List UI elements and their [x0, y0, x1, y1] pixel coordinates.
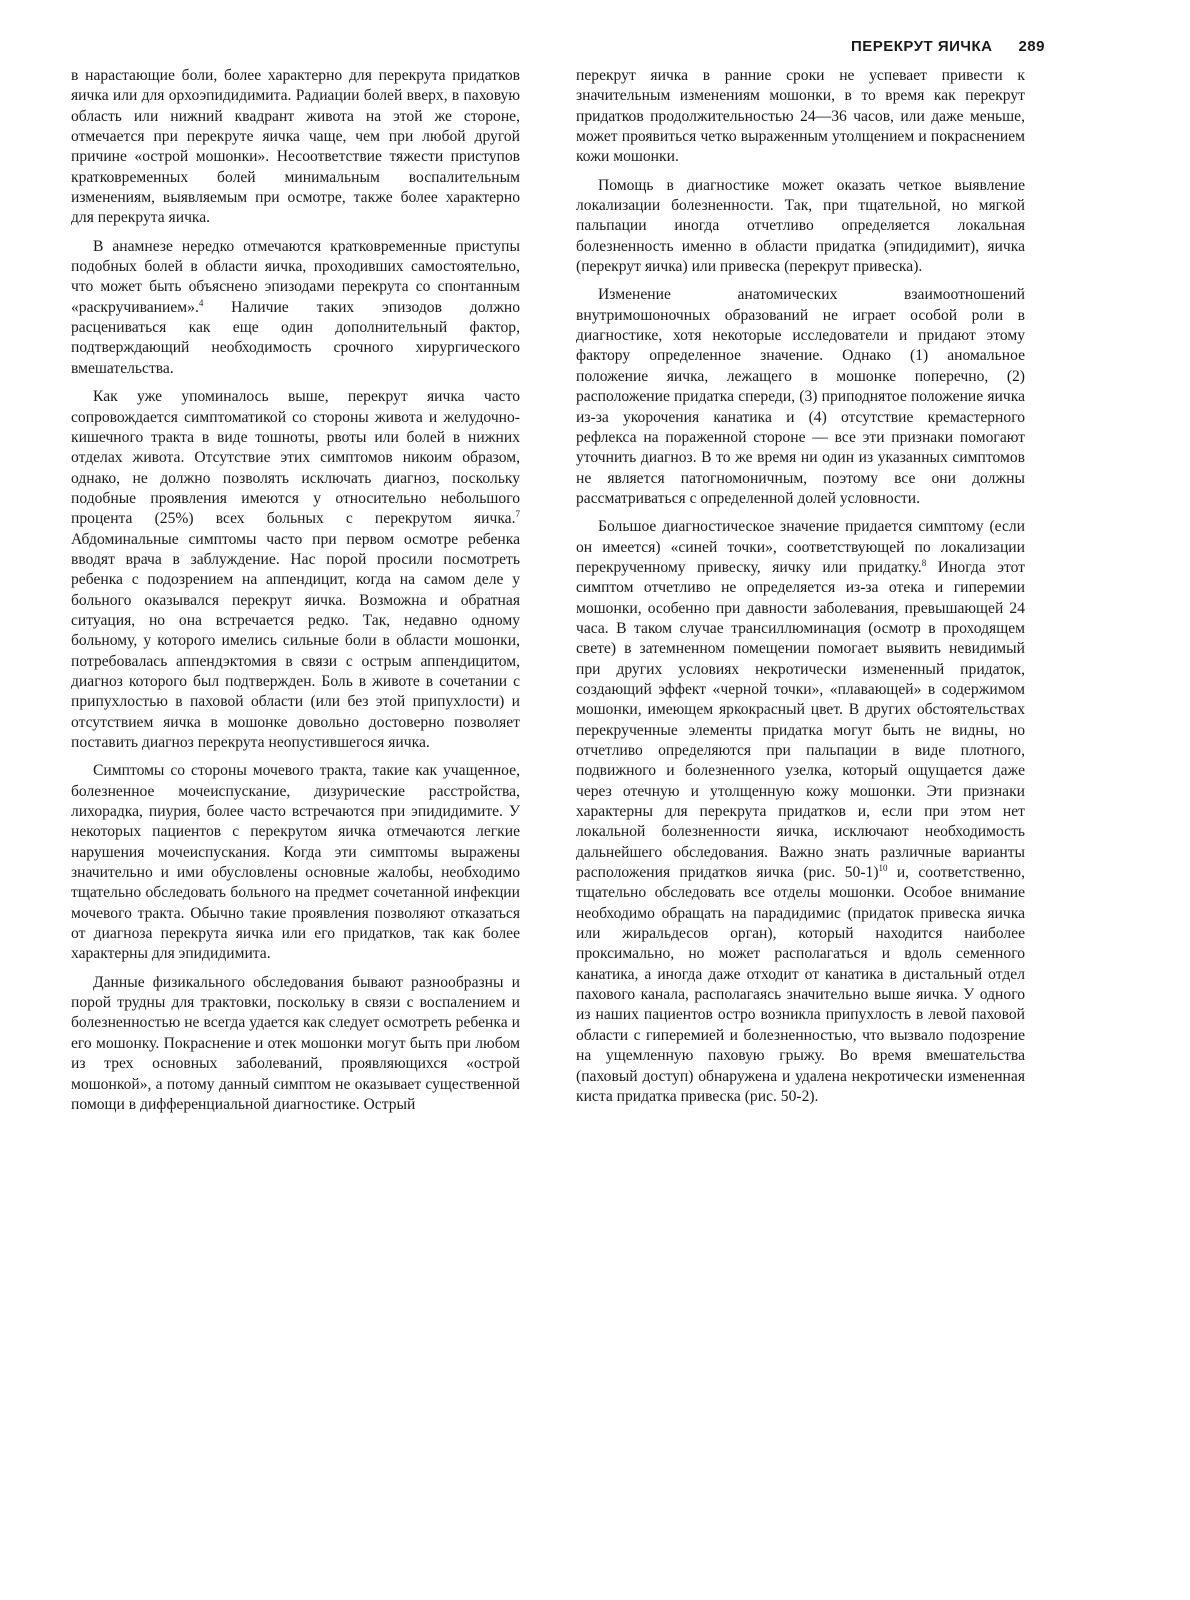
paragraph-text: В анамнезе нередко отмечаются кратковременные приступы подобных болей в области яичка, проходивших самостоятельно, что может быть объяснено эпизодами перекрута со спонтанным «раскручиванием».	[71, 237, 520, 316]
paragraph-text: Как уже упоминалось выше, перекрут яичка часто сопровождается симптоматикой со стороны живота и желудочно-кишечного тракта в виде тошноты, рвоты или болей в нижних отделах живота. Отсутствие этих симптомов никоим образом, однако, не должно позволять исключать диагноз, поскольку подобные проявления имеются у относительно небольшого процента (25%) всех больных с перекрутом яичка.	[71, 388, 520, 528]
paragraph-text: Абдоминальные симптомы часто при первом осмотре ребенка вводят врача в заблуждение. Нас порой просили посмотреть ребенка с подозрением на аппендицит, когда на самом деле у больного оказывался перекрут яичка. Возможна и обратная ситуация, но она встречается редко. Так, недавно одному больному, у которого имелись сильные боли в области мошонки, потребовалась аппендэктомия в связи с острым аппендицитом, диагноз которого был подтвержден. Боль в животе в сочетании с припухлостью в паховой области (или без этой припухлости) и отсутствием яичка в мошонке довольно достоверно позволяет поставить диагноз перекрута неопустившегося яичка.	[71, 530, 520, 751]
reference-marker: 4	[198, 297, 204, 308]
paragraph: Симптомы со стороны мочевого тракта, такие как учащенное, болезненное мочеиспускание, дизурические расстройства, лихорадка, пиурия, более часто встречаются при эпидидимите. У некоторых пациентов с перекрутом яичка отмечаются легкие нарушения мочеиспускания. Когда эти симптомы выражены значительно и ими обусловлены основные жалобы, необходимо тщательно обследовать больного на предмет сочетанной инфекции мочевого тракта. Обычно такие проявления позволяют отказаться от диагноза перекрута яичка или его придатков, так как более характерны для эпидидимита.	[71, 762, 520, 963]
paragraph	[71, 387, 520, 753]
paragraph-text: и, соответственно, тщательно обследовать все отделы мошонки. Особое внимание необходимо обращать на парадидимис (придаток привеска яичка или жиральдесов орган), который находится наиболее проксимально, но может располагаться и вдоль семенного канатика, а иногда даже отходит от канатика в дистальный отдел пахового канала, располагаясь значительно выше яичка. У одного из наших пациентов остро возникла припухлость в левой паховой области с гиперемией и болезненностью, что вызвало подозрение на ущемленную паховую грыжу. Во время вмешательства (паховый доступ) обнаружена и удалена некротически измененная киста придатка привеска (рис. 50-2).	[576, 864, 1025, 1105]
paragraph: в нарастающие боли, более характерно для перекрута придатков яичка или для орхоэпидидимита. Радиации болей вверх, в паховую область или нижний квадрант живота на этой же стороне, отмечается при перекруте яичка чаще, чем при любой другой причине «острой мошонки». Несоответствие тяжести приступов кратковременных болей минимальным воспалительным изменениям, выявляемым при осмотре, также более характерно для перекрута яичка.	[71, 67, 520, 227]
right-column	[576, 66, 1025, 1115]
paragraph-text: Иногда этот симптом отчетливо не определяется из-за отека и гиперемии мошонки, особенно при давности заболевания, превышающей 24 часа. В таком случае трансиллюминация (осмотр в проходящем свете) в затемненном помещении помогает выявить невидимый при других условиях некротически измененный придаток, создающий эффект «черной точки», «плавающей» в содержимом мошонки, имеющем яркокрасный цвет. В других обстоятельствах перекрученные элементы придатка могут быть не видны, но отчетливо определяются при пальпации в виде плотного, подвижного и болезненного узелка, который ощущается даже через отечную и утолщенную кожу мошонки. Эти признаки характерны для перекрута придатков и, если при этом нет локальной болезненности яичка, исключают необходимость дальнейшего обследования. Важно знать различные варианты расположения придатков яичка (рис. 50-1)	[576, 558, 1025, 882]
paragraph: Помощь в диагностике может оказать четкое выявление локализации болезненности. Так, при тщательной, но мягкой пальпации иногда отчетливо определяется локальная болезненность именно в области придатка (эпидидимит), яичка (перекрут яичка) или привеска (перекрут привеска).	[576, 176, 1025, 276]
page-number: 289	[1018, 38, 1045, 55]
paragraph	[71, 237, 520, 379]
paragraph	[576, 517, 1025, 1107]
running-head	[851, 38, 1045, 55]
reference-marker: 8	[921, 557, 927, 568]
reference-marker: 7	[515, 509, 520, 520]
left-column	[71, 66, 520, 1123]
paragraph: Изменение анатомических взаимоотношений внутримошоночных образований не играет особой роли в диагностике, хотя некоторые исследователи и придают этому фактору определенное значение. Однако (1) аномальное положение яичка, лежащего в мошонке поперечно, (2) расположение придатка спереди, (3) приподнятое положение яичка из-за укорочения канатика и (4) отсутствие кремастерного рефлекса на пораженной стороне — все эти признаки помогают уточнить диагноз. В то же время ни один из указанных симптомов не является патогномоничным, поэтому все они должны рассматриваться с определенной долей условности.	[576, 286, 1025, 507]
reference-marker: 10	[878, 862, 888, 873]
paragraph: Данные физикального обследования бывают разнообразны и порой трудны для трактовки, поскольку в связи с воспалением и болезненностью не всегда удается как следует осмотреть ребенка и его мошонку. Покраснение и отек мошонки могут быть при любом из трех основных заболеваний, проявляющихся «острой мошонкой», а потому данный симптом не оказывает существенной помощи в дифференциальной диагностике. Острый	[71, 973, 520, 1113]
paragraph-text: Большое диагностическое значение придается симптому (если он имеется) «синей точки», соответствующей по локализации перекрученному привеску, яичку или придатку.	[576, 518, 1025, 576]
chapter-title: ПЕРЕКРУТ ЯИЧКА	[850, 38, 993, 55]
paragraph: перекрут яичка в ранние сроки не успевает привести к значительным изменениям мошонки, в то время как перекрут придатков продолжительностью 24—36 часов, или даже меньше, может проявиться четко выраженным утолщением и покраснением кожи мошонки.	[576, 67, 1025, 166]
paragraph-text: Наличие таких эпизодов должно расцениваться как еще один дополнительный фактор, подтверждающий необходимость срочного хирургического вмешательства.	[71, 298, 520, 377]
